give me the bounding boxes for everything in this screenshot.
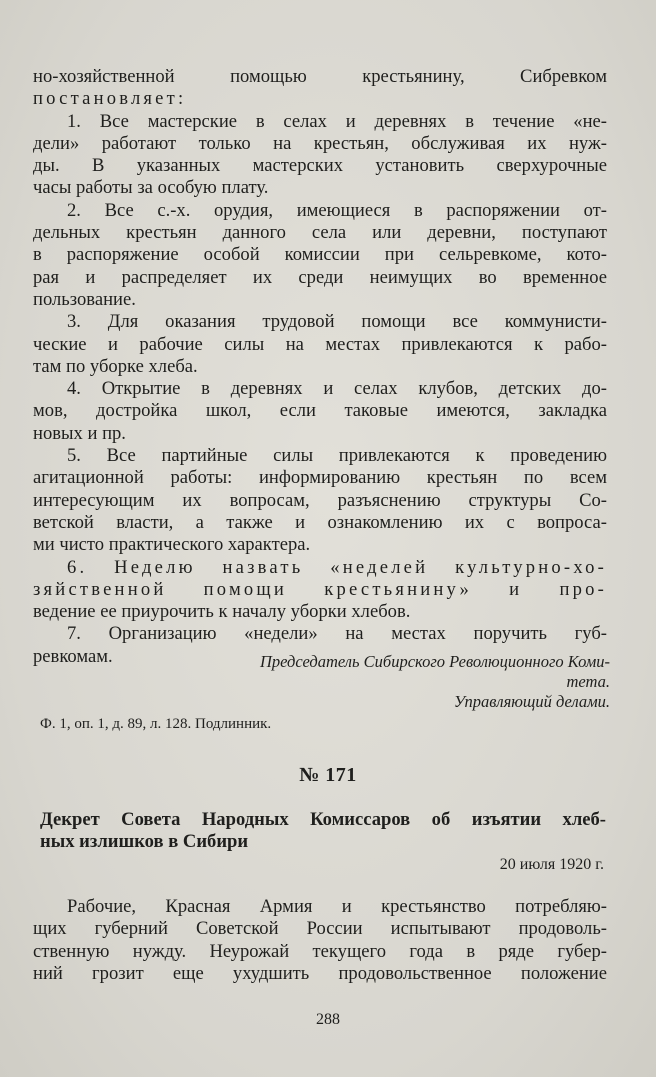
document-date: 20 июля 1920 г. [499,856,604,873]
text-line: 2. Все с.-х. орудия, имеющиеся в распоряжении от- [67,199,607,221]
text-line: ды. В указанных мастерских установить сверхурочные [33,155,607,177]
text-line: мов, достройка школ, если таковые имеются, закладка [33,400,607,422]
text-line: часы работы за особую плату. [33,177,269,199]
text-line: новых и пр. [33,422,126,444]
text-line: ми чисто практического характера. [33,534,311,556]
text-line: дельных крестьян данного села или деревни, поступают [33,222,607,244]
decree-continuation-text [33,66,607,668]
text-line: агитационной работы: информированию крестьян по всем [33,467,607,489]
text-line: зяйственной помощи крестьянину» и про- [33,578,607,600]
text-line: 7. Организацию «недели» на местах поручить губ- [67,623,607,645]
text-line: но-хозяйственной помощью крестьянину, Сибревком [33,66,607,87]
text-line: 5. Все партийные силы привлекаются к проведению [67,445,607,467]
document-title [40,809,606,853]
text-line: Рабочие, Красная Армия и крестьянство потребляю- [67,896,607,917]
text-line: ведение ее приурочить к началу уборки хлебов. [33,601,411,623]
text-line: щих губерний Советской России испытывают продоволь- [33,918,607,940]
title-line-1: Декрет Совета Народных Комиссаров об изъятии хлеб- [40,809,606,830]
document-number: № 171 [299,764,357,786]
text-line: пользование. [33,288,136,310]
text-line: постановляет: [33,88,187,110]
signature-line-chairman: Председатель Сибирского Революционного Коми- [259,652,610,671]
decree-body-text [33,896,607,985]
signature-line-committee: тета. [566,672,610,691]
title-line-2: ных излишков в Сибири [40,831,249,852]
text-line: ний грозит еще ухудшить продовольственное положение [33,962,607,984]
text-line: в распоряжение особой комиссии при сельревкоме, кото- [33,244,607,266]
text-line: 6. Неделю назвать «неделей культурно-хо- [67,556,607,578]
text-line: интересующим их вопросам, разъяснению структуры Со- [33,489,607,511]
text-line: 1. Все мастерские в селах и деревнях в течение «не- [67,110,607,132]
archive-source: Ф. 1, оп. 1, д. 89, л. 128. Подлинник. [40,716,272,732]
text-line: ческие и рабочие силы на местах привлекаются к рабо- [33,333,607,355]
signature-line-manager: Управляющий делами. [453,692,610,711]
text-line: 4. Открытие в деревнях и селах клубов, детских до- [67,378,607,400]
text-line: 3. Для оказания трудовой помощи все коммунисти- [67,311,607,333]
text-line: там по уборке хлеба. [33,355,198,377]
text-line: ревкомам. [33,645,113,667]
signature-block [259,652,610,712]
text-line: ственную нужду. Неурожай текущего года в ряде губер- [33,940,607,962]
text-line: дели» работают только на крестьян, обслуживая их нуж- [33,132,607,154]
page-number: 288 [316,1011,340,1028]
text-line: ветской власти, а также и ознакомлению их с вопроса- [33,511,607,533]
text-line: рая и распределяет их среди неимущих во временное [33,266,607,288]
